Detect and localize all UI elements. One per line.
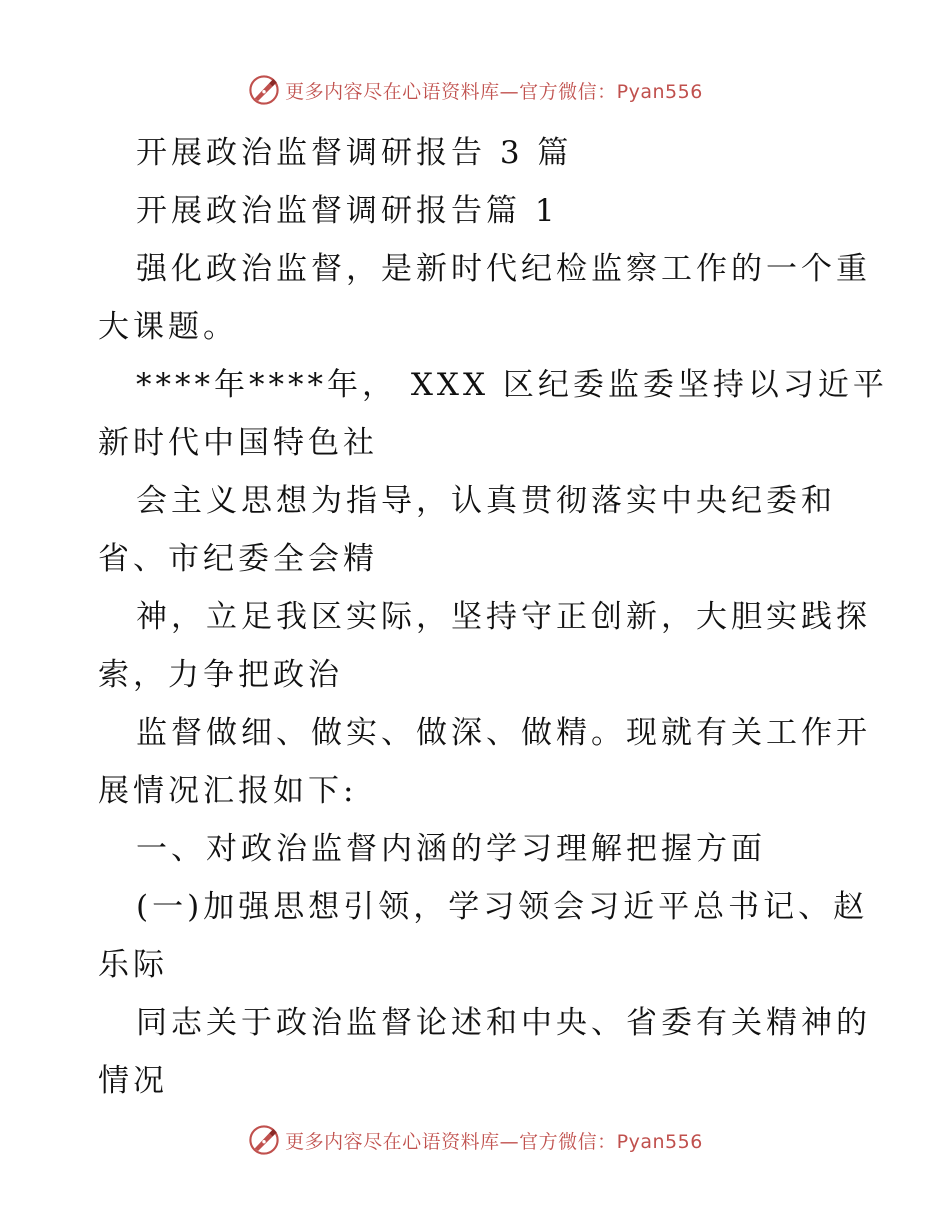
document-line: 开展政治监督调研报告篇 1 [136,193,559,229]
document-line: 展情况汇报如下: [98,773,358,809]
document-line: 一、对政治监督内涵的学习理解把握方面 [136,831,766,867]
document-line: 情况 [98,1063,168,1099]
header-watermark-text: 更多内容尽在心语资料库—官方微信：Pyan556 [285,80,703,103]
footer-watermark-banner [0,1120,950,1160]
footer-watermark-text: 更多内容尽在心语资料库—官方微信：Pyan556 [285,1130,703,1153]
document-line: 强化政治监督，是新时代纪检监察工作的一个重 [136,251,871,287]
document-line: 开展政治监督调研报告 3 篇 [136,135,573,171]
document-line: 监督做细、做实、做深、做精。现就有关工作开 [136,715,871,751]
document-line: 同志关于政治监督论述和中央、省委有关精神的 [136,1005,871,1041]
document-body [98,124,888,1110]
header-watermark-banner [0,70,950,110]
document-line: 会主义思想为指导，认真贯彻落实中央纪委和 [136,483,836,519]
document-line: 大课题。 [98,309,238,345]
document-line: 新时代中国特色社 [98,425,378,461]
document-line: ****年****年， XXX 区纪委监委坚持以习近平 [136,367,888,403]
document-line: (一)加强思想引领，学习领会习近平总书记、赵 [136,889,869,925]
document-line: 省、市纪委全会精 [98,541,378,577]
pen-nib-logo-icon [247,73,281,107]
pen-nib-logo-icon [247,1123,281,1157]
document-line: 索，力争把政治 [98,657,343,693]
document-line: 乐际 [98,947,168,983]
document-line: 神，立足我区实际，坚持守正创新，大胆实践探 [136,599,871,635]
